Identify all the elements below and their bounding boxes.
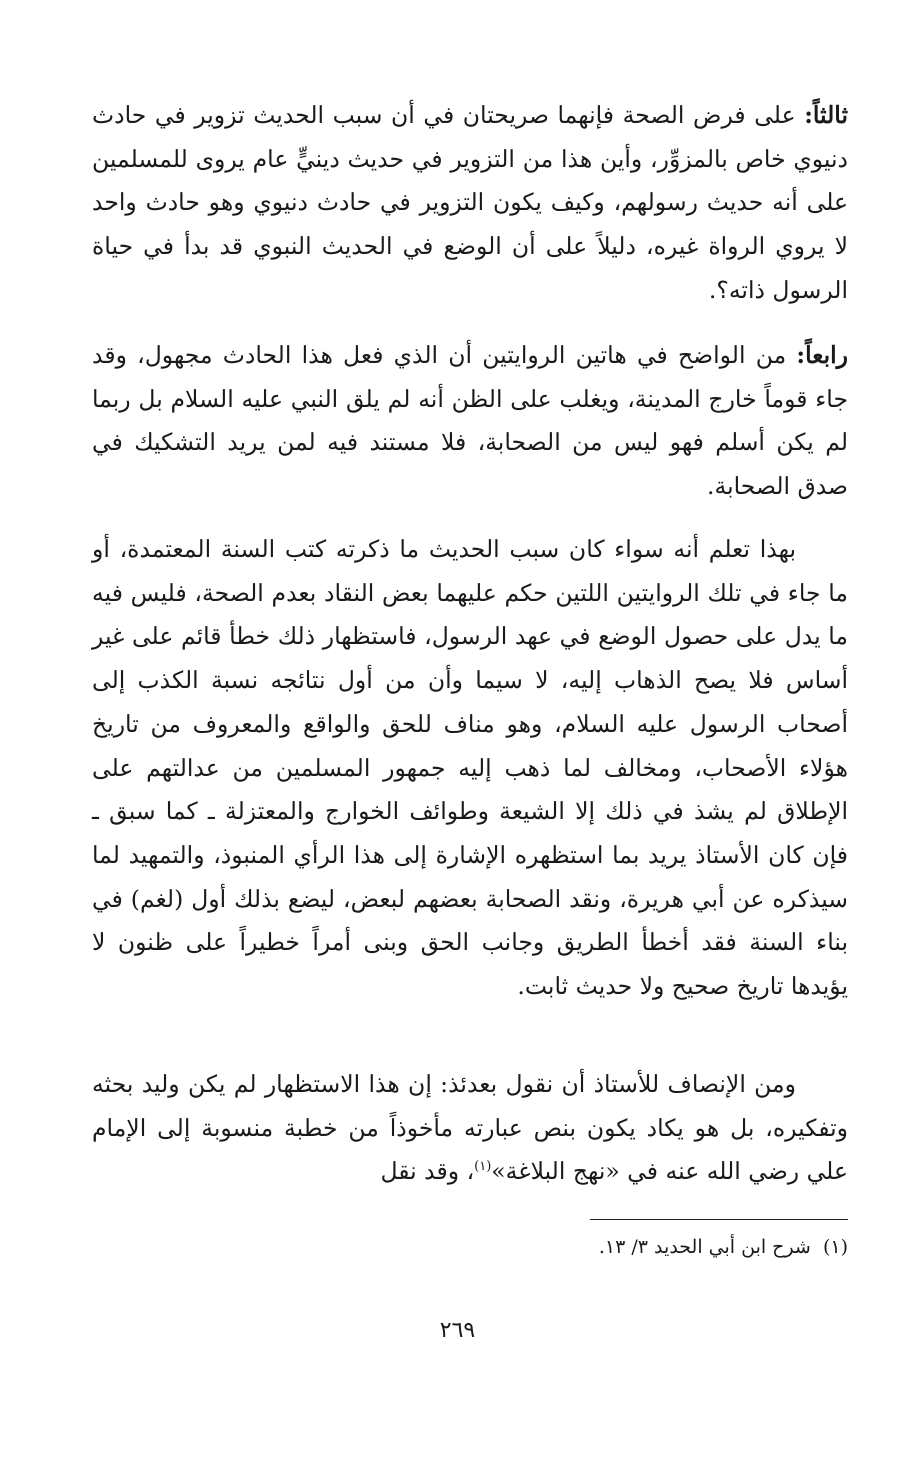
footnote-divider [590, 1219, 848, 1220]
footnote-text: شرح ابن أبي الحديد ٣/ ١٣. [598, 1236, 811, 1258]
footnote-marker: (١) [822, 1236, 848, 1258]
paragraph-conclusion [92, 528, 848, 1009]
paragraph-text: بهذا تعلم أنه سواء كان سبب الحديث ما ذكرته كتب السنة المعتمدة، أو ما جاء في تلك الروايتين اللتين حكم عليهما بعض النقاد بعدم الصحة، فليس فيه ما يدل على حصول الوضع في عهد الرسول، فاستظهار ذلك خطأ قائم على غير أساس فلا يصح الذهاب إليه، لا سيما وأن من أول نتائجه نسبة الكذب إلى أصحاب الرسول عليه السلام، وهو مناف للحق والواقع والمعروف من تاريخ هؤلاء الأصحاب، ومخالف لما ذهب إليه جمهور المسلمين من عدالتهم على الإطلاق لم يشذ في ذلك إلا الشيعة وطوائف الخوارج والمعتزلة ـ كما سبق ـ فإن كان الأستاذ يريد بما استظهره الإشارة إلى هذا الرأي المنبوذ، والتمهيد لما سيذكره عن أبي هريرة، ونقد الصحابة بعضهم لبعض، ليضع بذلك أول (لغم) في بناء السنة فقد أخطأ الطريق وجانب الحق وبنى أمراً خطيراً على ظنون لا يؤيدها تاريخ صحيح ولا حديث ثابت. [92, 535, 848, 1001]
paragraph-lead: ثالثاً: [804, 101, 848, 129]
paragraph-fourth-point [92, 334, 848, 509]
paragraph-lead: رابعاً: [796, 341, 848, 369]
paragraph-text: على فرض الصحة فإنهما صريحتان في أن سبب الحديث تزوير في حادث دنيوي خاص بالمزوِّر، وأين هذا من التزوير في حديث دينيٍّ عام يروى للمسلمين على أنه حديث رسولهم، وكيف يكون التزوير في حادث دنيوي وهو حادث واحد لا يروي الرواة غيره، دليلاً على أن الوضع في الحديث النبوي قد بدأ في حياة الرسول ذاته؟. [92, 101, 848, 304]
page-number: ٢٦٩ [439, 1318, 476, 1343]
paragraph-text: من الواضح في هاتين الروايتين أن الذي فعل هذا الحادث مجهول، وقد جاء قوماً خارج المدينة، ويغلب على الظن أنه لم يلق النبي عليه السلام بل ربما لم يكن أسلم فهو ليس من الصحابة، فلا مستند فيه لمن يريد التشكيك في صدق الصحابة. [92, 341, 848, 501]
footnote-reference: (١) [474, 1159, 492, 1175]
paragraph-fairness [92, 1063, 848, 1194]
paragraph-third-point [92, 94, 848, 313]
paragraph-text: ومن الإنصاف للأستاذ أن نقول بعدئذ: إن هذا الاستظهار لم يكن وليد بحثه وتفكيره، بل هو يكاد يكون بنص عبارته مأخوذاً من خطبة منسوبة إلى الإمام علي رضي الله عنه في «نهج البلاغة» [92, 1070, 848, 1186]
paragraph-text: ، وقد نقل [380, 1157, 475, 1186]
footnote [92, 1232, 848, 1262]
